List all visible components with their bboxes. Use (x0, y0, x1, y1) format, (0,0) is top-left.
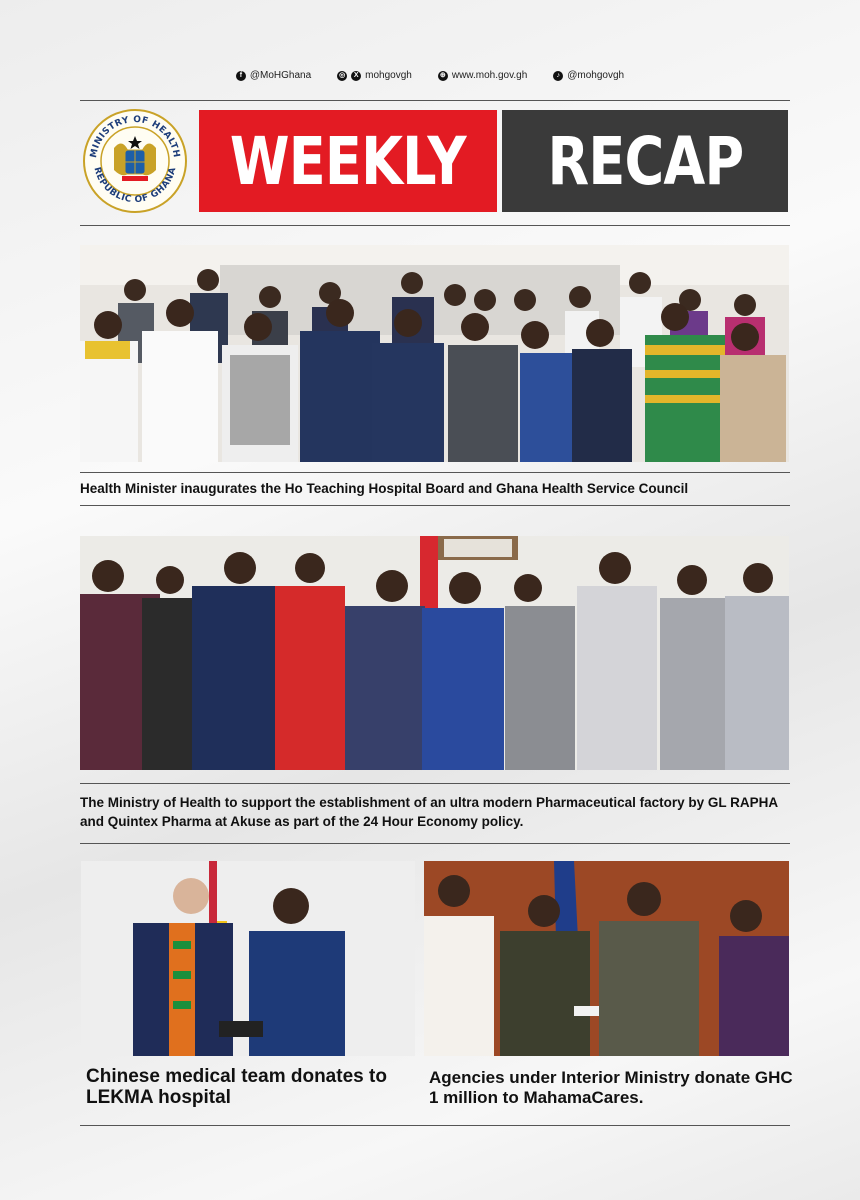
social-instagram-x[interactable] (337, 70, 412, 81)
story-4-caption: Agencies under Interior Ministry donate GHC 1 million to MahamaCares. (429, 1068, 793, 1107)
social-bar (0, 70, 860, 81)
divider (80, 1125, 790, 1126)
recap-banner (502, 110, 788, 212)
divider (80, 225, 790, 226)
tiktok-handle: @mohgovgh (567, 70, 625, 81)
weekly-title: WEEKLY (230, 122, 466, 200)
story-1-caption: Health Minister inaugurates the Ho Teaching Hospital Board and Ghana Health Service Council (80, 481, 689, 496)
divider (80, 783, 790, 784)
divider (80, 505, 790, 506)
story-1-photo (80, 245, 789, 462)
svg-text:REPUBLIC OF GHANA: REPUBLIC OF GHANA (91, 166, 179, 206)
tiktok-icon: ♪ (553, 71, 563, 81)
social-website[interactable] (438, 70, 527, 81)
divider (80, 843, 790, 844)
globe-icon: ⊕ (438, 71, 448, 81)
story-4-photo (424, 861, 789, 1056)
divider (80, 100, 790, 101)
ministry-seal-logo (82, 108, 188, 214)
social-tiktok[interactable] (553, 70, 624, 81)
weekly-banner (199, 110, 497, 212)
story-2-photo (80, 536, 789, 770)
divider (80, 472, 790, 473)
recap-title: RECAP (547, 122, 743, 200)
svg-text:MINISTRY OF HEALTH: MINISTRY OF HEALTH (88, 114, 181, 159)
facebook-handle: @MoHGhana (249, 70, 312, 81)
instagram-icon: ◎ (339, 71, 346, 79)
x-icon: X (351, 71, 361, 81)
story-2-caption: The Ministry of Health to support the establishment of an ultra modern Pharmaceutical factory by GL RAPHA and Quintex Pharma at Akuse as part of the 24 Hour Economy policy. (80, 795, 778, 829)
instagram-x-handle: mohgovgh (365, 70, 412, 81)
facebook-icon: f (236, 71, 246, 81)
story-3-caption: Chinese medical team donates to LEKMA hospital (86, 1066, 387, 1108)
social-facebook[interactable] (236, 70, 311, 81)
website-url: www.moh.gov.gh (451, 70, 528, 81)
story-3-photo (81, 861, 415, 1056)
